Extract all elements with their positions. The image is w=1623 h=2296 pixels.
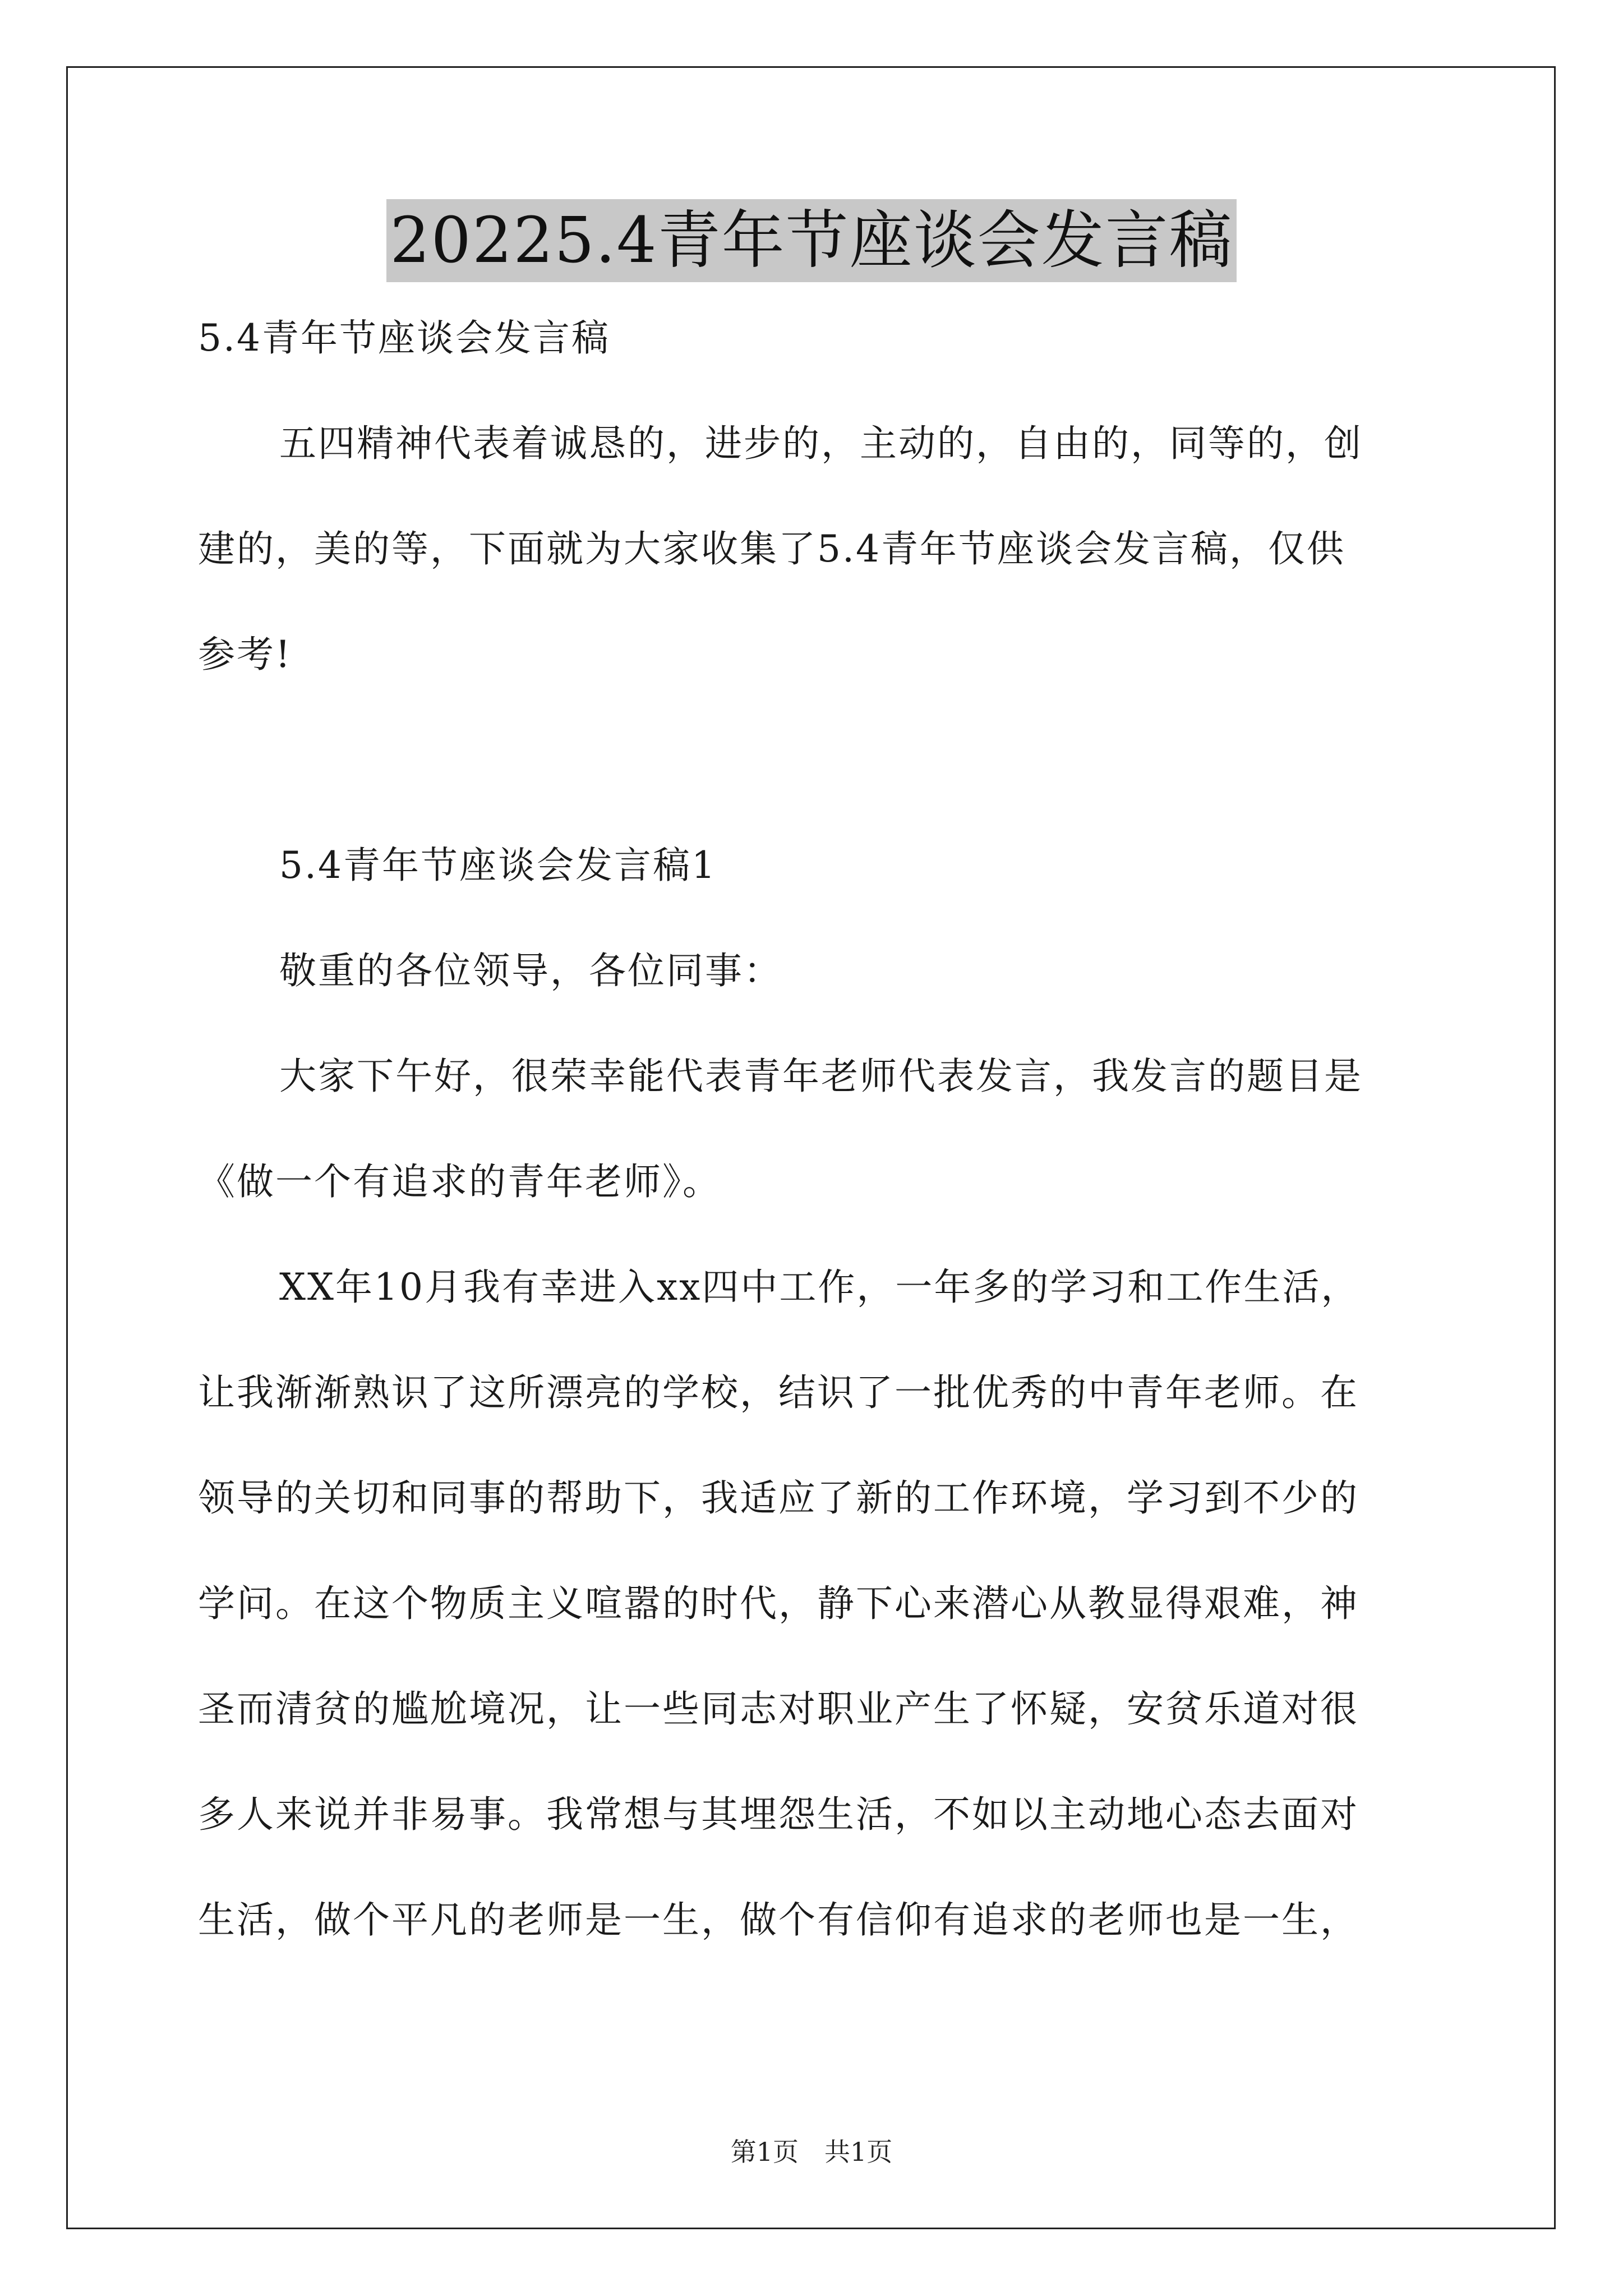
paragraph-line: 多人来说并非易事。我常想与其埋怨生活，不如以主动地心态去面对 [198, 1793, 1359, 1836]
paragraph-line: 圣而清贫的尴尬境况，让一些同志对职业产生了怀疑，安贫乐道对很 [198, 1687, 1359, 1731]
paragraph-line: 让我渐渐熟识了这所漂亮的学校，结识了一批优秀的中青年老师。在 [198, 1371, 1359, 1414]
paragraph-line: 参考! [198, 633, 292, 676]
paragraph-line: 《做一个有追求的青年老师》。 [198, 1160, 721, 1203]
paragraph-line: 五四精神代表着诚恳的，进步的，主动的，自由的，同等的，创 [279, 422, 1363, 465]
title-container [0, 199, 1623, 282]
paragraph-line: 学问。在这个物质主义喧嚣的时代，静下心来潜心从教显得艰难，神 [198, 1582, 1359, 1625]
paragraph-line: 大家下午好，很荣幸能代表青年老师代表发言，我发言的题目是 [279, 1055, 1363, 1098]
paragraph-line: 领导的关切和同事的帮助下，我适应了新的工作环境，学习到不少的 [198, 1476, 1359, 1520]
paragraph-line: XX年10月我有幸进入xx四中工作，一年多的学习和工作生活， [279, 1266, 1360, 1309]
blank-line [198, 729, 1432, 835]
salutation: 敬重的各位领导，各位同事： [279, 949, 782, 992]
document-body [198, 307, 1432, 1995]
paragraph-line: 生活，做个平凡的老师是一生，做个有信仰有追求的老师也是一生， [198, 1898, 1359, 1941]
paragraph-line: 建的，美的等，下面就为大家收集了5.4青年节座谈会发言稿，仅供 [198, 527, 1345, 570]
document-subtitle: 5.4青年节座谈会发言稿 [198, 316, 610, 360]
document-title: 20225.4青年节座谈会发言稿 [386, 199, 1236, 282]
page-number-footer: 第1页 共1页 [730, 2137, 893, 2167]
section-heading: 5.4青年节座谈会发言稿1 [279, 844, 717, 887]
